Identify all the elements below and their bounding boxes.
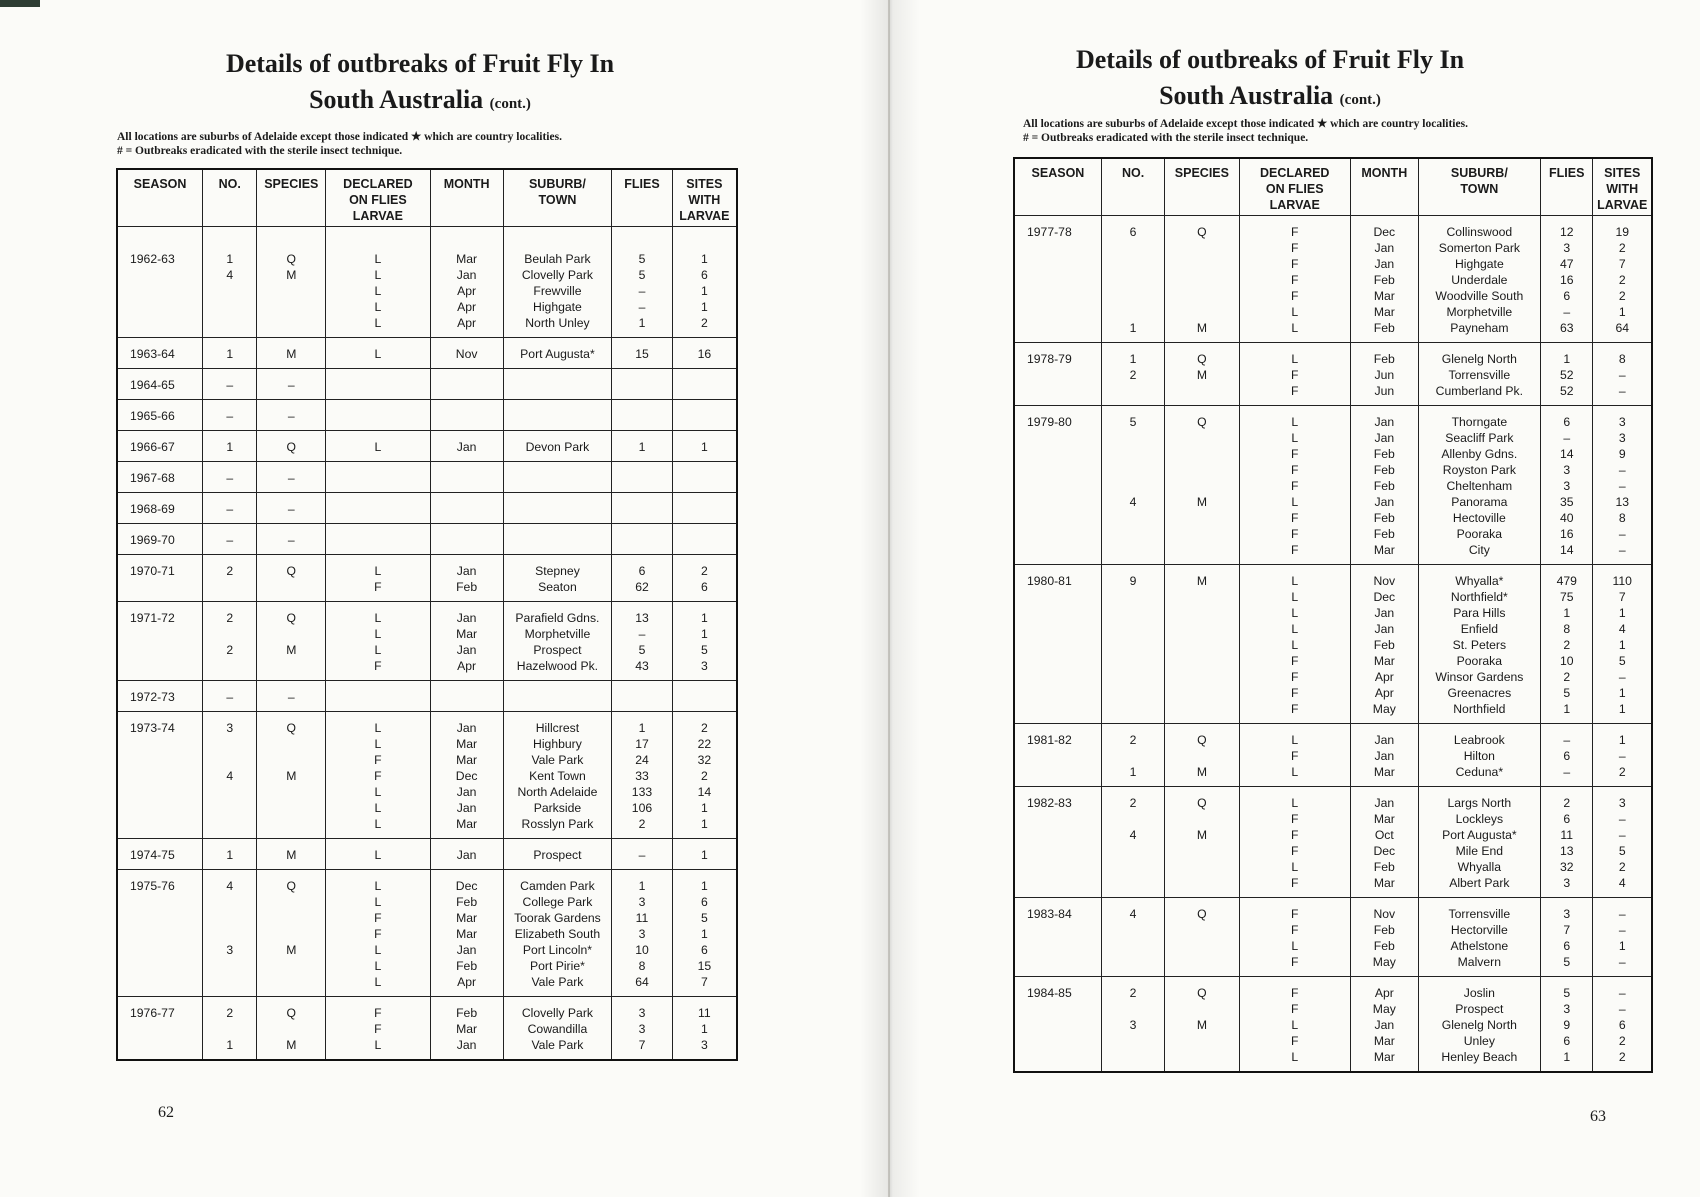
column-header-suburb-town: SUBURB/ TOWN — [503, 169, 612, 227]
column-header-species: SPECIES — [257, 169, 326, 227]
cell-sites-with-larvae: 2 6 — [672, 555, 737, 602]
table-row — [117, 493, 737, 524]
table-row — [1014, 787, 1652, 898]
cell-number: 2 — [203, 555, 257, 602]
cell-flies — [612, 462, 673, 493]
cell-sites-with-larvae: 110 7 1 4 1 5 – 1 1 — [1593, 565, 1652, 724]
cell-suburb-town: Joslin Prospect Glenelg North Unley Henley Beach — [1418, 977, 1540, 1073]
cell-month: Mar Jan Apr Apr Apr — [430, 227, 503, 338]
cell-flies: 6 62 — [612, 555, 673, 602]
cell-month — [430, 400, 503, 431]
note-line-2: # = Outbreaks eradicated with the sterile insect technique. — [117, 145, 403, 157]
cell-season: 1974-75 — [117, 839, 203, 870]
cell-number: 4 — [1101, 898, 1164, 977]
cell-season: 1971-72 — [117, 602, 203, 681]
cell-month: Jan Mar Jan Apr — [430, 602, 503, 681]
cell-species: – — [257, 493, 326, 524]
cell-flies: 2 6 11 13 32 3 — [1541, 787, 1593, 898]
cell-declared-on: F F F F F L L — [1239, 216, 1350, 343]
cell-month: Jan — [430, 839, 503, 870]
cell-declared-on: L — [326, 338, 430, 369]
cell-declared-on: L L F F F L F F F — [1239, 406, 1350, 565]
cell-season: 1967-68 — [117, 462, 203, 493]
cell-month: Jan Jan Feb Feb Feb Jan Feb Feb Mar — [1350, 406, 1418, 565]
cell-declared-on — [326, 369, 430, 400]
cell-flies: 1 17 24 33 133 106 2 — [612, 712, 673, 839]
cell-suburb-town: Beulah Park Clovelly Park Frewville Highgate North Unley — [503, 227, 612, 338]
cell-number: – — [203, 369, 257, 400]
cell-number: 4 3 — [203, 870, 257, 997]
cell-month: Jan — [430, 431, 503, 462]
page-number: 62 — [158, 1104, 174, 1121]
table-row — [117, 524, 737, 555]
title-line-2 — [180, 82, 660, 122]
cell-declared-on — [326, 681, 430, 712]
cell-number: 2 2 — [203, 602, 257, 681]
cell-number: 9 — [1101, 565, 1164, 724]
cell-suburb-town: Collinswood Somerton Park Highgate Underdale Woodville South Morphetville Payneham — [1418, 216, 1540, 343]
cell-number: – — [203, 524, 257, 555]
cell-declared-on: L L L L L — [326, 227, 430, 338]
table-row — [117, 555, 737, 602]
cell-season: 1968-69 — [117, 493, 203, 524]
cell-species: – — [257, 369, 326, 400]
cell-declared-on — [326, 400, 430, 431]
legend-note — [117, 130, 837, 158]
cell-season: 1976-77 — [117, 997, 203, 1061]
table-row — [1014, 724, 1652, 787]
cell-flies: 3 3 7 — [612, 997, 673, 1061]
cell-number: – — [203, 493, 257, 524]
cell-month: Jan Mar Mar Dec Jan Jan Mar — [430, 712, 503, 839]
cell-suburb-town: Stepney Seaton — [503, 555, 612, 602]
cell-flies — [612, 400, 673, 431]
cell-species: Q M — [257, 870, 326, 997]
cell-season: 1969-70 — [117, 524, 203, 555]
cell-season: 1983-84 — [1014, 898, 1101, 977]
cell-season: 1970-71 — [117, 555, 203, 602]
cell-suburb-town: Port Augusta* — [503, 338, 612, 369]
cell-suburb-town: Camden Park College Park Toorak Gardens Elizabeth South Port Lincoln* Port Pirie* Vale Park — [503, 870, 612, 997]
table-row — [1014, 343, 1652, 406]
cell-number: 2 1 — [203, 997, 257, 1061]
column-header-season: SEASON — [117, 169, 203, 227]
cell-season: 1972-73 — [117, 681, 203, 712]
cell-declared-on — [326, 493, 430, 524]
cell-species: Q — [1165, 898, 1239, 977]
cell-season: 1980-81 — [1014, 565, 1101, 724]
cell-sites-with-larvae: 1 — [672, 839, 737, 870]
cell-sites-with-larvae: 1 6 5 1 6 15 7 — [672, 870, 737, 997]
cell-species: Q M — [257, 602, 326, 681]
cell-sites-with-larvae: 11 1 3 — [672, 997, 737, 1061]
table-row — [1014, 216, 1652, 343]
column-header-species: SPECIES — [1165, 158, 1239, 216]
cell-number: 2 3 — [1101, 977, 1164, 1073]
cell-season: 1963-64 — [117, 338, 203, 369]
cell-suburb-town — [503, 462, 612, 493]
cell-declared-on — [326, 524, 430, 555]
cell-declared-on: L L L F — [326, 602, 430, 681]
title-main: South Australia — [309, 85, 484, 114]
cell-sites-with-larvae: 19 2 7 2 2 1 64 — [1593, 216, 1652, 343]
column-header-sites-with-larvae: SITES WITH LARVAE — [672, 169, 737, 227]
column-header-flies: FLIES — [1541, 158, 1593, 216]
cell-suburb-town: Glenelg North Torrensville Cumberland Pk. — [1418, 343, 1540, 406]
table-row — [117, 712, 737, 839]
cell-month: Nov Dec Jan Jan Feb Mar Apr Apr May — [1350, 565, 1418, 724]
cell-declared-on: L — [326, 431, 430, 462]
cell-season: 1984-85 — [1014, 977, 1101, 1073]
table-row — [1014, 565, 1652, 724]
cell-suburb-town: Prospect — [503, 839, 612, 870]
cell-species: Q M — [1165, 406, 1239, 565]
cell-flies: 12 3 47 16 6 – 63 — [1541, 216, 1593, 343]
cell-suburb-town: Parafield Gdns. Morphetville Prospect Hazelwood Pk. — [503, 602, 612, 681]
cell-suburb-town: Hillcrest Highbury Vale Park Kent Town North Adelaide Parkside Rosslyn Park — [503, 712, 612, 839]
table-row — [117, 462, 737, 493]
cell-flies: 5 3 9 6 1 — [1541, 977, 1593, 1073]
cell-month: Jan Jan Mar — [1350, 724, 1418, 787]
corner-mark — [0, 0, 40, 7]
title-cont: (cont.) — [1339, 92, 1381, 108]
table-row — [1014, 406, 1652, 565]
cell-suburb-town: Largs North Lockleys Port Augusta* Mile End Whyalla Albert Park — [1418, 787, 1540, 898]
column-header-number: NO. — [1101, 158, 1164, 216]
cell-declared-on: L L F F L L L — [326, 712, 430, 839]
header-row — [1014, 158, 1652, 216]
cell-flies: 1 3 11 3 10 8 64 — [612, 870, 673, 997]
cell-declared-on — [326, 462, 430, 493]
cell-number: 3 4 — [203, 712, 257, 839]
cell-suburb-town — [503, 524, 612, 555]
cell-flies: 13 – 5 43 — [612, 602, 673, 681]
cell-flies — [612, 524, 673, 555]
cell-number: 1 2 — [1101, 343, 1164, 406]
cell-number: 1 4 — [203, 227, 257, 338]
cell-declared-on: L F F — [1239, 343, 1350, 406]
cell-sites-with-larvae — [672, 524, 737, 555]
cell-flies: 5 5 – – 1 — [612, 227, 673, 338]
cell-species: M — [257, 338, 326, 369]
cell-species: Q M — [1165, 787, 1239, 898]
table-row — [1014, 977, 1652, 1073]
table-row — [117, 602, 737, 681]
cell-season: 1982-83 — [1014, 787, 1101, 898]
column-header-month: MONTH — [1350, 158, 1418, 216]
cell-month — [430, 524, 503, 555]
cell-month: Nov — [430, 338, 503, 369]
note-line-1: All locations are suburbs of Adelaide except those indicated ★ which are country localities. — [1023, 118, 1468, 130]
cell-number: 2 4 — [1101, 787, 1164, 898]
cell-season: 1977-78 — [1014, 216, 1101, 343]
cell-flies: – 6 – — [1541, 724, 1593, 787]
cell-declared-on: L — [326, 839, 430, 870]
column-header-number: NO. — [203, 169, 257, 227]
column-header-declared-on: DECLARED ON FLIES LARVAE — [326, 169, 430, 227]
cell-season: 1965-66 — [117, 400, 203, 431]
cell-declared-on: F F L F L — [1239, 977, 1350, 1073]
cell-sites-with-larvae: 2 22 32 2 14 1 1 — [672, 712, 737, 839]
cell-flies: 15 — [612, 338, 673, 369]
cell-season: 1981-82 — [1014, 724, 1101, 787]
cell-sites-with-larvae: 1 1 5 3 — [672, 602, 737, 681]
title-line-1: Details of outbreaks of Fruit Fly In — [1075, 45, 1465, 74]
column-header-suburb-town: SUBURB/ TOWN — [1418, 158, 1540, 216]
page-title — [180, 46, 660, 122]
table-row — [117, 400, 737, 431]
cell-species: Q M — [257, 997, 326, 1061]
cell-month: Jan Feb — [430, 555, 503, 602]
cell-species: – — [257, 400, 326, 431]
page-number: 63 — [1590, 1108, 1606, 1125]
cell-number: – — [203, 681, 257, 712]
cell-species: Q M — [1165, 216, 1239, 343]
cell-declared-on: L F L — [1239, 724, 1350, 787]
cell-sites-with-larvae: 16 — [672, 338, 737, 369]
cell-number: 5 4 — [1101, 406, 1164, 565]
cell-number: 1 — [203, 338, 257, 369]
cell-sites-with-larvae: – – 1 – — [1593, 898, 1652, 977]
note-line-2: # = Outbreaks eradicated with the sterile insect technique. — [1023, 132, 1309, 144]
title-line-1: Details of outbreaks of Fruit Fly In — [225, 49, 615, 78]
outbreak-table — [116, 168, 738, 1061]
cell-species: – — [257, 681, 326, 712]
table-row — [117, 369, 737, 400]
cell-number: 1 — [203, 431, 257, 462]
legend-note — [1023, 117, 1683, 145]
cell-sites-with-larvae: 1 6 1 1 2 — [672, 227, 737, 338]
cell-flies: 6 – 14 3 3 35 40 16 14 — [1541, 406, 1593, 565]
cell-number: – — [203, 462, 257, 493]
cell-flies: 479 75 1 8 2 10 2 5 1 — [1541, 565, 1593, 724]
cell-flies — [612, 369, 673, 400]
cell-declared-on: F F L F — [1239, 898, 1350, 977]
cell-suburb-town: Whyalla* Northfield* Para Hills Enfield St. Peters Pooraka Winsor Gardens Greenacres Northfield — [1418, 565, 1540, 724]
cell-species: Q M — [1165, 724, 1239, 787]
cell-month: Feb Jun Jun — [1350, 343, 1418, 406]
column-header-sites-with-larvae: SITES WITH LARVAE — [1593, 158, 1652, 216]
cell-species: M — [1165, 565, 1239, 724]
title-main: South Australia — [1159, 81, 1334, 110]
cell-species: M — [257, 839, 326, 870]
table-row — [1014, 898, 1652, 977]
table-body — [117, 227, 737, 1061]
cell-flies: 3 7 6 5 — [1541, 898, 1593, 977]
cell-season: 1975-76 — [117, 870, 203, 997]
cell-month — [430, 369, 503, 400]
cell-sites-with-larvae — [672, 400, 737, 431]
cell-month: Feb Mar Jan — [430, 997, 503, 1061]
cell-flies: 1 52 52 — [1541, 343, 1593, 406]
cell-sites-with-larvae: 3 – – 5 2 4 — [1593, 787, 1652, 898]
cell-number: – — [203, 400, 257, 431]
note-line-1: All locations are suburbs of Adelaide except those indicated ★ which are country localities. — [117, 131, 562, 143]
cell-suburb-town — [503, 493, 612, 524]
cell-sites-with-larvae — [672, 493, 737, 524]
cell-month: Dec Feb Mar Mar Jan Feb Apr — [430, 870, 503, 997]
cell-declared-on: L L F F L L L — [326, 870, 430, 997]
cell-species: Q M — [257, 227, 326, 338]
cell-sites-with-larvae: 3 3 9 – – 13 8 – – — [1593, 406, 1652, 565]
cell-flies: – — [612, 839, 673, 870]
cell-season: 1978-79 — [1014, 343, 1101, 406]
cell-suburb-town: Torrensville Hectorville Athelstone Malvern — [1418, 898, 1540, 977]
cell-sites-with-larvae — [672, 681, 737, 712]
cell-suburb-town — [503, 369, 612, 400]
cell-suburb-town: Thorngate Seacliff Park Allenby Gdns. Royston Park Cheltenham Panorama Hectoville Pooraka City — [1418, 406, 1540, 565]
cell-declared-on: L F — [326, 555, 430, 602]
column-header-season: SEASON — [1014, 158, 1101, 216]
column-header-month: MONTH — [430, 169, 503, 227]
cell-suburb-town: Devon Park — [503, 431, 612, 462]
outbreak-table — [1013, 157, 1653, 1073]
cell-suburb-town — [503, 681, 612, 712]
column-header-declared-on: DECLARED ON FLIES LARVAE — [1239, 158, 1350, 216]
cell-season: 1966-67 — [117, 431, 203, 462]
title-cont: (cont.) — [489, 96, 531, 112]
cell-species: – — [257, 524, 326, 555]
cell-species: Q M — [1165, 977, 1239, 1073]
cell-sites-with-larvae: 1 — [672, 431, 737, 462]
cell-species: Q — [257, 555, 326, 602]
cell-month: Apr May Jan Mar Mar — [1350, 977, 1418, 1073]
cell-month: Jan Mar Oct Dec Feb Mar — [1350, 787, 1418, 898]
cell-season: 1973-74 — [117, 712, 203, 839]
cell-declared-on: L F F F L F — [1239, 787, 1350, 898]
cell-month — [430, 681, 503, 712]
cell-sites-with-larvae: – – 6 2 2 — [1593, 977, 1652, 1073]
cell-number: 2 1 — [1101, 724, 1164, 787]
table-row — [117, 870, 737, 997]
header-row — [117, 169, 737, 227]
cell-species: Q — [257, 431, 326, 462]
cell-suburb-town: Leabrook Hilton Ceduna* — [1418, 724, 1540, 787]
cell-flies: 1 — [612, 431, 673, 462]
cell-flies — [612, 681, 673, 712]
cell-month: Nov Feb Feb May — [1350, 898, 1418, 977]
table-row — [117, 681, 737, 712]
cell-month — [430, 462, 503, 493]
cell-species: – — [257, 462, 326, 493]
cell-sites-with-larvae: 1 – 2 — [1593, 724, 1652, 787]
table-row — [117, 839, 737, 870]
cell-species: Q M — [257, 712, 326, 839]
table-body — [1014, 216, 1652, 1073]
table-row — [117, 338, 737, 369]
cell-season: 1964-65 — [117, 369, 203, 400]
cell-sites-with-larvae: 8 – – — [1593, 343, 1652, 406]
cell-month: Dec Jan Jan Feb Mar Mar Feb — [1350, 216, 1418, 343]
cell-season: 1962-63 — [117, 227, 203, 338]
right-page — [890, 0, 1700, 1197]
cell-sites-with-larvae — [672, 369, 737, 400]
cell-season: 1979-80 — [1014, 406, 1101, 565]
column-header-flies: FLIES — [612, 169, 673, 227]
cell-declared-on: F F L — [326, 997, 430, 1061]
table-row — [117, 997, 737, 1061]
cell-sites-with-larvae — [672, 462, 737, 493]
table-row — [117, 431, 737, 462]
cell-declared-on: L L L L L F F F F — [1239, 565, 1350, 724]
cell-month — [430, 493, 503, 524]
cell-suburb-town: Clovelly Park Cowandilla Vale Park — [503, 997, 612, 1061]
page-title — [1030, 42, 1510, 118]
table-row — [117, 227, 737, 338]
cell-species: Q M — [1165, 343, 1239, 406]
cell-suburb-town — [503, 400, 612, 431]
cell-number: 6 1 — [1101, 216, 1164, 343]
cell-flies — [612, 493, 673, 524]
cell-number: 1 — [203, 839, 257, 870]
title-line-2 — [1030, 78, 1510, 118]
